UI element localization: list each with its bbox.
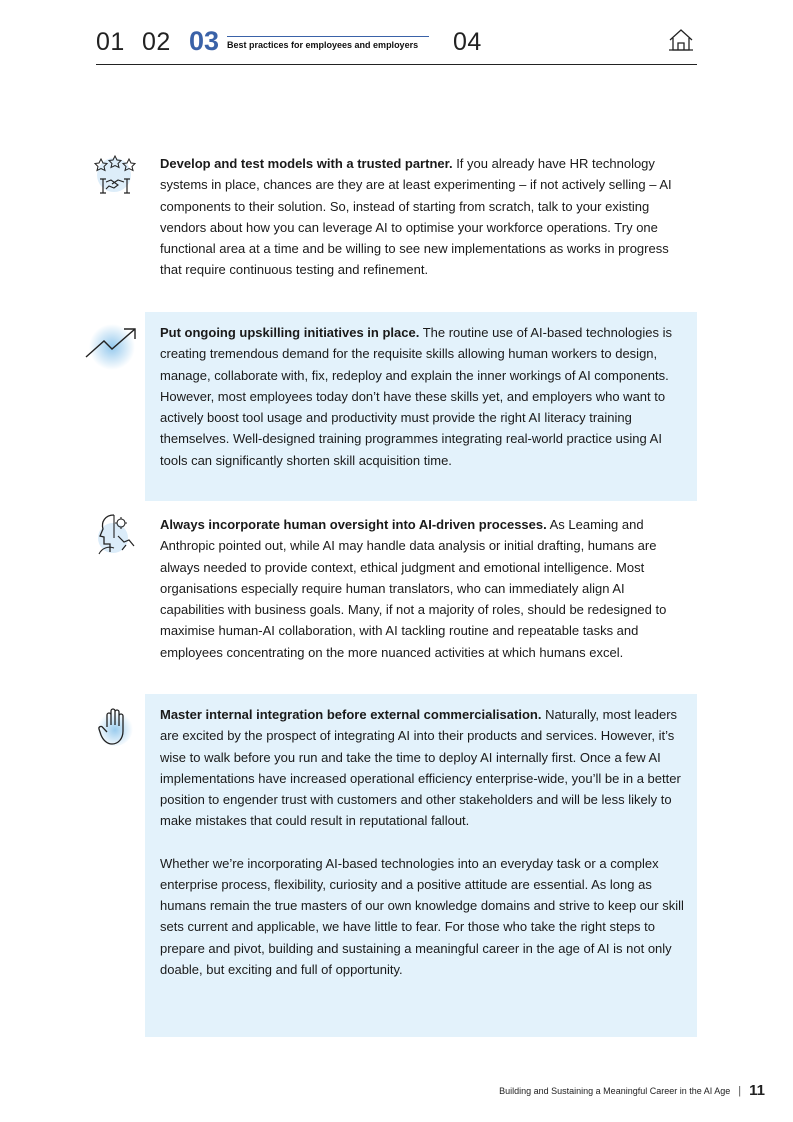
human-gear-icon bbox=[96, 512, 138, 556]
section-human-oversight bbox=[145, 514, 697, 684]
section-upskilling bbox=[145, 312, 697, 501]
page-footer bbox=[499, 1082, 765, 1099]
page-number: 11 bbox=[749, 1082, 765, 1099]
section-lead: Master internal integration before external commercialisation. bbox=[160, 707, 542, 722]
nav-item-04[interactable]: 04 bbox=[453, 28, 482, 56]
nav-item-01[interactable]: 01 bbox=[96, 28, 125, 56]
section-lead: Always incorporate human oversight into AI-driven processes. bbox=[160, 517, 547, 532]
trend-up-icon bbox=[84, 320, 140, 370]
section-paragraph bbox=[145, 153, 697, 281]
nav-item-03-active[interactable]: 03 bbox=[189, 26, 220, 56]
section-lead: Develop and test models with a trusted partner. bbox=[160, 156, 453, 171]
nav-active-label: Best practices for employees and employers bbox=[227, 36, 429, 50]
section-trusted-partner bbox=[145, 153, 697, 305]
closing-paragraph: Whether we’re incorporating AI-based technologies into an everyday task or a complex enterprise process, flexibility, curiosity and a positive attitude are essential. As long as humans remain the true masters of our own knowledge domains and strive to keep our skill sets current and applicable, we have little to fear. For those who take the right steps to prepare and pivot, building and sustaining a meaningful career in the age of AI is not only doable, but exciting and full of opportunity. bbox=[160, 855, 684, 977]
section-paragraph bbox=[145, 704, 697, 832]
stars-handshake-icon bbox=[94, 153, 136, 197]
section-paragraph bbox=[145, 514, 697, 663]
page-header bbox=[96, 26, 697, 65]
section-body: If you already have HR technology systems in place, chances are they are at least experimenting – if not actively selling – AI components to their solution. So, instead of starting from scratch, talk to your existing vendors about how you can leverage AI to optimise your workforce operations. Try one functional area at a time and be willing to see new implementations as works in progress that require continuous testing and refinement. bbox=[160, 156, 672, 278]
raised-hand-icon bbox=[97, 705, 135, 747]
section-lead: Put ongoing upskilling initiatives in place. bbox=[160, 325, 420, 340]
section-body: The routine use of AI-based technologies is creating tremendous demand for the requisite skills allowing human workers to design, manage, collaborate with, fix, redeploy and explain the inner workings of AI components. However, most employees today don’t have these skills yet, and employers who want to actively boost tool usage and productivity must provide the right AI literacy training themselves. Well-designed training programmes integrating real-world practice using AI tools can significantly shorten skill acquisition time. bbox=[160, 325, 673, 468]
section-body: As Leaming and Anthropic pointed out, while AI may handle data analysis or initial drafting, humans are always needed to provide context, ethical judgment and emotional intelligence. Most organisations especially require human translators, who can immediately align AI capabilities with business goals. Many, if not a majority of roles, should be redesigned to maximise human-AI collaboration, with AI tackling routine and repeatable tasks and employees concentrating on the more nuanced activities at which humans excel. bbox=[160, 517, 667, 660]
section-body: Naturally, most leaders are excited by the prospect of integrating AI into their products and services. However, it’s wise to walk before you run and take the time to deploy AI internally first. Once a few AI implementations have increased operational efficiency enterprise-wide, you’ll be in a better position to engender trust with customers and other stakeholders and will be less likely to make mistakes that could result in reputational fallout. bbox=[160, 707, 681, 829]
section-internal-integration bbox=[145, 694, 697, 1037]
footer-title: Building and Sustaining a Meaningful Career in the AI Age bbox=[499, 1085, 731, 1096]
home-icon[interactable] bbox=[668, 28, 694, 52]
footer-separator: | bbox=[738, 1084, 742, 1097]
section-paragraph bbox=[145, 322, 697, 471]
nav-item-02[interactable]: 02 bbox=[142, 28, 171, 56]
